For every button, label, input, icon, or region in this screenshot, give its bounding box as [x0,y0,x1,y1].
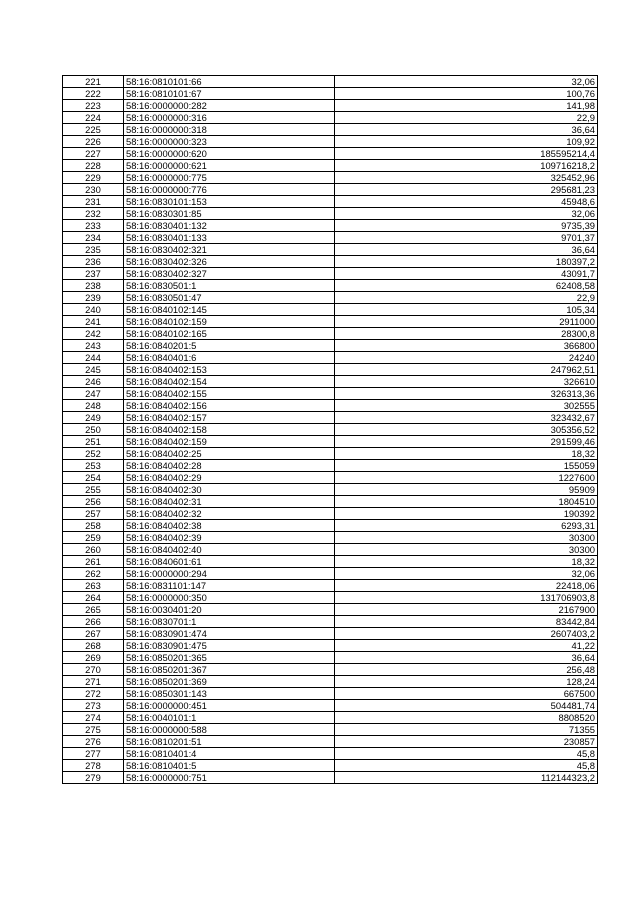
table-row [63,424,598,436]
cadastral-number-cell: 58:16:0840402:153 [124,364,335,376]
cadastral-number-cell: 58:16:0000000:620 [124,148,335,160]
row-number-cell: 257 [63,508,124,520]
row-number-cell: 224 [63,112,124,124]
table-row [63,220,598,232]
value-cell: 24240 [335,352,598,364]
table-row [63,304,598,316]
value-cell: 141,98 [335,100,598,112]
row-number-cell: 256 [63,496,124,508]
value-cell: 62408,58 [335,280,598,292]
row-number-cell: 253 [63,460,124,472]
cadastral-number-cell: 58:16:0850201:365 [124,652,335,664]
row-number-cell: 225 [63,124,124,136]
row-number-cell: 245 [63,364,124,376]
cadastral-number-cell: 58:16:0850201:367 [124,664,335,676]
row-number-cell: 221 [63,76,124,88]
table-row [63,292,598,304]
table-row [63,184,598,196]
value-cell: 105,34 [335,304,598,316]
value-cell: 45948,6 [335,196,598,208]
value-cell: 100,76 [335,88,598,100]
cadastral-number-cell: 58:16:0840402:29 [124,472,335,484]
cadastral-number-cell: 58:16:0830901:475 [124,640,335,652]
cadastral-number-cell: 58:16:0040101:1 [124,712,335,724]
row-number-cell: 259 [63,532,124,544]
cadastral-number-cell: 58:16:0000000:751 [124,772,335,784]
row-number-cell: 266 [63,616,124,628]
table-row [63,604,598,616]
row-number-cell: 273 [63,700,124,712]
table-body [63,76,598,784]
table-row [63,148,598,160]
table-row [63,520,598,532]
value-cell: 18,32 [335,448,598,460]
row-number-cell: 244 [63,352,124,364]
row-number-cell: 234 [63,232,124,244]
table-row [63,580,598,592]
cadastral-number-cell: 58:16:0810201:51 [124,736,335,748]
row-number-cell: 247 [63,388,124,400]
row-number-cell: 240 [63,304,124,316]
value-cell: 30300 [335,544,598,556]
table-row [63,88,598,100]
cadastral-number-cell: 58:16:0840402:25 [124,448,335,460]
cadastral-number-cell: 58:16:0810401:4 [124,748,335,760]
table-row [63,760,598,772]
row-number-cell: 223 [63,100,124,112]
row-number-cell: 229 [63,172,124,184]
table-row [63,508,598,520]
cadastral-number-cell: 58:16:0000000:316 [124,112,335,124]
cadastral-number-cell: 58:16:0830402:321 [124,244,335,256]
cadastral-number-cell: 58:16:0840402:157 [124,412,335,424]
value-cell: 247962,51 [335,364,598,376]
cadastral-number-cell: 58:16:0840102:165 [124,328,335,340]
cadastral-number-cell: 58:16:0030401:20 [124,604,335,616]
row-number-cell: 241 [63,316,124,328]
row-number-cell: 222 [63,88,124,100]
cadastral-number-cell: 58:16:0840402:158 [124,424,335,436]
value-cell: 32,06 [335,76,598,88]
table-row [63,376,598,388]
table-row [63,400,598,412]
value-cell: 95909 [335,484,598,496]
cadastral-number-cell: 58:16:0850301:143 [124,688,335,700]
value-cell: 155059 [335,460,598,472]
table-row [63,772,598,784]
value-cell: 323432,67 [335,412,598,424]
cadastral-number-cell: 58:16:0840402:159 [124,436,335,448]
cadastral-number-cell: 58:16:0000000:776 [124,184,335,196]
row-number-cell: 250 [63,424,124,436]
row-number-cell: 251 [63,436,124,448]
table-row [63,412,598,424]
value-cell: 131706903,8 [335,592,598,604]
cadastral-number-cell: 58:16:0840201:5 [124,340,335,352]
value-cell: 667500 [335,688,598,700]
value-cell: 109716218,2 [335,160,598,172]
value-cell: 190392 [335,508,598,520]
cadastral-number-cell: 58:16:0000000:775 [124,172,335,184]
value-cell: 295681,23 [335,184,598,196]
row-number-cell: 233 [63,220,124,232]
table-row [63,328,598,340]
row-number-cell: 279 [63,772,124,784]
value-cell: 256,48 [335,664,598,676]
cadastral-number-cell: 58:16:0000000:294 [124,568,335,580]
row-number-cell: 271 [63,676,124,688]
value-cell: 326610 [335,376,598,388]
row-number-cell: 239 [63,292,124,304]
row-number-cell: 272 [63,688,124,700]
row-number-cell: 228 [63,160,124,172]
value-cell: 305356,52 [335,424,598,436]
row-number-cell: 249 [63,412,124,424]
table-row [63,76,598,88]
value-cell: 504481,74 [335,700,598,712]
cadastral-number-cell: 58:16:0000000:588 [124,724,335,736]
cadastral-number-cell: 58:16:0840402:32 [124,508,335,520]
cadastral-number-cell: 58:16:0840402:28 [124,460,335,472]
value-cell: 230857 [335,736,598,748]
cadastral-number-cell: 58:16:0830402:326 [124,256,335,268]
table-row [63,112,598,124]
row-number-cell: 236 [63,256,124,268]
table-row [63,556,598,568]
cadastral-number-cell: 58:16:0830501:47 [124,292,335,304]
value-cell: 325452,96 [335,172,598,184]
cadastral-number-cell: 58:16:0830401:132 [124,220,335,232]
value-cell: 2167900 [335,604,598,616]
value-cell: 22,9 [335,292,598,304]
value-cell: 112144323,2 [335,772,598,784]
cadastral-number-cell: 58:16:0000000:318 [124,124,335,136]
table-row [63,724,598,736]
value-cell: 2911000 [335,316,598,328]
value-cell: 128,24 [335,676,598,688]
row-number-cell: 274 [63,712,124,724]
value-cell: 8808520 [335,712,598,724]
table-row [63,640,598,652]
table-row [63,232,598,244]
table-row [63,568,598,580]
table-row [63,100,598,112]
table-row [63,628,598,640]
row-number-cell: 248 [63,400,124,412]
cadastral-number-cell: 58:16:0840402:154 [124,376,335,388]
value-cell: 2607403,2 [335,628,598,640]
table-row [63,448,598,460]
row-number-cell: 269 [63,652,124,664]
row-number-cell: 270 [63,664,124,676]
value-cell: 180397,2 [335,256,598,268]
cadastral-number-cell: 58:16:0850201:369 [124,676,335,688]
row-number-cell: 226 [63,136,124,148]
row-number-cell: 232 [63,208,124,220]
row-number-cell: 264 [63,592,124,604]
table-row [63,268,598,280]
value-cell: 291599,46 [335,436,598,448]
row-number-cell: 278 [63,760,124,772]
table-row [63,700,598,712]
value-cell: 1804510 [335,496,598,508]
cadastral-number-cell: 58:16:0810101:67 [124,88,335,100]
row-number-cell: 268 [63,640,124,652]
table-row [63,208,598,220]
table-row [63,676,598,688]
table-row [63,592,598,604]
table-row [63,484,598,496]
table-row [63,340,598,352]
cadastral-value-table [62,75,598,784]
value-cell: 302555 [335,400,598,412]
cadastral-number-cell: 58:16:0840402:156 [124,400,335,412]
cadastral-number-cell: 58:16:0840402:155 [124,388,335,400]
table-row [63,256,598,268]
value-cell: 326313,36 [335,388,598,400]
row-number-cell: 237 [63,268,124,280]
value-cell: 6293,31 [335,520,598,532]
row-number-cell: 258 [63,520,124,532]
value-cell: 36,64 [335,244,598,256]
row-number-cell: 255 [63,484,124,496]
table-row [63,388,598,400]
row-number-cell: 254 [63,472,124,484]
value-cell: 32,06 [335,208,598,220]
table-row [63,460,598,472]
value-cell: 18,32 [335,556,598,568]
row-number-cell: 246 [63,376,124,388]
table-row [63,352,598,364]
cadastral-number-cell: 58:16:0840402:40 [124,544,335,556]
table-row [63,736,598,748]
table-row [63,712,598,724]
cadastral-number-cell: 58:16:0830901:474 [124,628,335,640]
table-row [63,244,598,256]
value-cell: 43091,7 [335,268,598,280]
row-number-cell: 235 [63,244,124,256]
cadastral-number-cell: 58:16:0830101:153 [124,196,335,208]
cadastral-number-cell: 58:16:0000000:282 [124,100,335,112]
value-cell: 109,92 [335,136,598,148]
cadastral-number-cell: 58:16:0840401:6 [124,352,335,364]
row-number-cell: 263 [63,580,124,592]
value-cell: 45,8 [335,760,598,772]
value-cell: 71355 [335,724,598,736]
cadastral-number-cell: 58:16:0810401:5 [124,760,335,772]
cadastral-number-cell: 58:16:0000000:323 [124,136,335,148]
table-row [63,160,598,172]
value-cell: 36,64 [335,652,598,664]
value-cell: 9735,39 [335,220,598,232]
table-row [63,124,598,136]
table-row [63,664,598,676]
table-row [63,472,598,484]
cadastral-number-cell: 58:16:0840402:30 [124,484,335,496]
table-row [63,748,598,760]
table-row [63,532,598,544]
row-number-cell: 252 [63,448,124,460]
cadastral-number-cell: 58:16:0830402:327 [124,268,335,280]
cadastral-number-cell: 58:16:0840102:159 [124,316,335,328]
value-cell: 28300,8 [335,328,598,340]
value-cell: 45,8 [335,748,598,760]
row-number-cell: 265 [63,604,124,616]
value-cell: 32,06 [335,568,598,580]
cadastral-number-cell: 58:16:0830701:1 [124,616,335,628]
row-number-cell: 231 [63,196,124,208]
row-number-cell: 260 [63,544,124,556]
cadastral-number-cell: 58:16:0831101:147 [124,580,335,592]
cadastral-number-cell: 58:16:0840402:39 [124,532,335,544]
cadastral-number-cell: 58:16:0830501:1 [124,280,335,292]
row-number-cell: 227 [63,148,124,160]
value-cell: 1227600 [335,472,598,484]
table-row [63,652,598,664]
row-number-cell: 238 [63,280,124,292]
table-row [63,316,598,328]
table-row [63,616,598,628]
value-cell: 22,9 [335,112,598,124]
cadastral-number-cell: 58:16:0830401:133 [124,232,335,244]
row-number-cell: 230 [63,184,124,196]
cadastral-number-cell: 58:16:0840601:61 [124,556,335,568]
cadastral-number-cell: 58:16:0840102:145 [124,304,335,316]
row-number-cell: 276 [63,736,124,748]
table-row [63,280,598,292]
cadastral-number-cell: 58:16:0000000:451 [124,700,335,712]
value-cell: 185595214,4 [335,148,598,160]
table-row [63,196,598,208]
cadastral-number-cell: 58:16:0840402:38 [124,520,335,532]
row-number-cell: 277 [63,748,124,760]
row-number-cell: 267 [63,628,124,640]
table-row [63,172,598,184]
value-cell: 83442,84 [335,616,598,628]
row-number-cell: 242 [63,328,124,340]
value-cell: 36,64 [335,124,598,136]
row-number-cell: 261 [63,556,124,568]
cadastral-number-cell: 58:16:0830301:85 [124,208,335,220]
cadastral-number-cell: 58:16:0000000:350 [124,592,335,604]
value-cell: 9701,37 [335,232,598,244]
cadastral-number-cell: 58:16:0810101:66 [124,76,335,88]
row-number-cell: 243 [63,340,124,352]
table-row [63,136,598,148]
row-number-cell: 262 [63,568,124,580]
value-cell: 22418,06 [335,580,598,592]
cadastral-number-cell: 58:16:0840402:31 [124,496,335,508]
table-row [63,436,598,448]
table-row [63,496,598,508]
table-row [63,544,598,556]
value-cell: 41,22 [335,640,598,652]
value-cell: 30300 [335,532,598,544]
table-row [63,688,598,700]
cadastral-number-cell: 58:16:0000000:621 [124,160,335,172]
value-cell: 366800 [335,340,598,352]
row-number-cell: 275 [63,724,124,736]
table-row [63,364,598,376]
